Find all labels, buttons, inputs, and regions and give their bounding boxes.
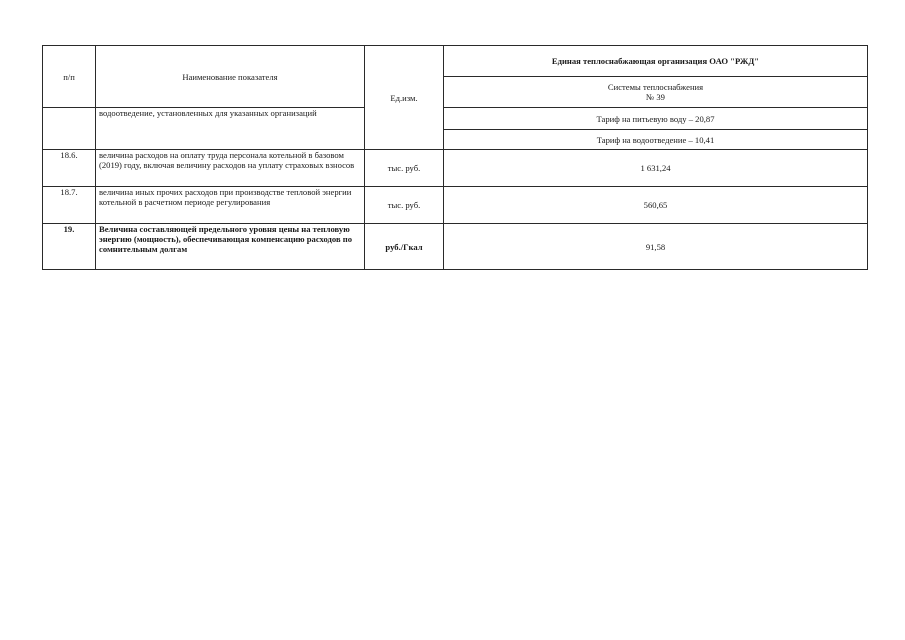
header-system-line2: № 39 bbox=[646, 92, 665, 102]
row-name: величина иных прочих расходов при производстве тепловой энергии котельной в расчетном периоде регулирования bbox=[96, 187, 365, 224]
header-num-continued bbox=[43, 108, 96, 150]
tariff-water: Тариф на питьевую воду – 20,87 bbox=[444, 108, 868, 130]
row-value: 560,65 bbox=[444, 187, 868, 224]
header-org: Единая теплоснабжающая организация ОАО "РЖД" bbox=[444, 46, 868, 77]
header-unit: Ед.изм. bbox=[365, 46, 444, 150]
header-name: Наименование показателя bbox=[96, 46, 365, 108]
header-system-line1: Системы теплоснабжения bbox=[607, 82, 704, 92]
row-num: 18.7. bbox=[43, 187, 96, 224]
tariff-sewer: Тариф на водоотведение – 10,41 bbox=[444, 130, 868, 150]
header-num: п/п bbox=[43, 46, 96, 108]
header-system bbox=[444, 77, 868, 108]
row-unit: руб./Гкал bbox=[365, 224, 444, 270]
header-name-continued: водоотведение, установленных для указанных организаций bbox=[96, 108, 365, 150]
header-row bbox=[43, 46, 868, 77]
row-value: 1 631,24 bbox=[444, 150, 868, 187]
row-name: величина расходов на оплату труда персонала котельной в базовом (2019) году, включая величину расходов на уплату страховых взносов bbox=[96, 150, 365, 187]
table-row bbox=[43, 150, 868, 187]
header-tariff-water-row bbox=[43, 108, 868, 130]
table-row bbox=[43, 224, 868, 270]
row-name: Величина составляющей предельного уровня цены на тепловую энергию (мощность), обеспечивающая компенсацию расходов по сомнительным долгам bbox=[96, 224, 365, 270]
row-unit: тыс. руб. bbox=[365, 150, 444, 187]
row-value: 91,58 bbox=[444, 224, 868, 270]
row-unit: тыс. руб. bbox=[365, 187, 444, 224]
row-num: 18.6. bbox=[43, 150, 96, 187]
table-row bbox=[43, 187, 868, 224]
tariff-table bbox=[42, 45, 868, 270]
row-num: 19. bbox=[43, 224, 96, 270]
